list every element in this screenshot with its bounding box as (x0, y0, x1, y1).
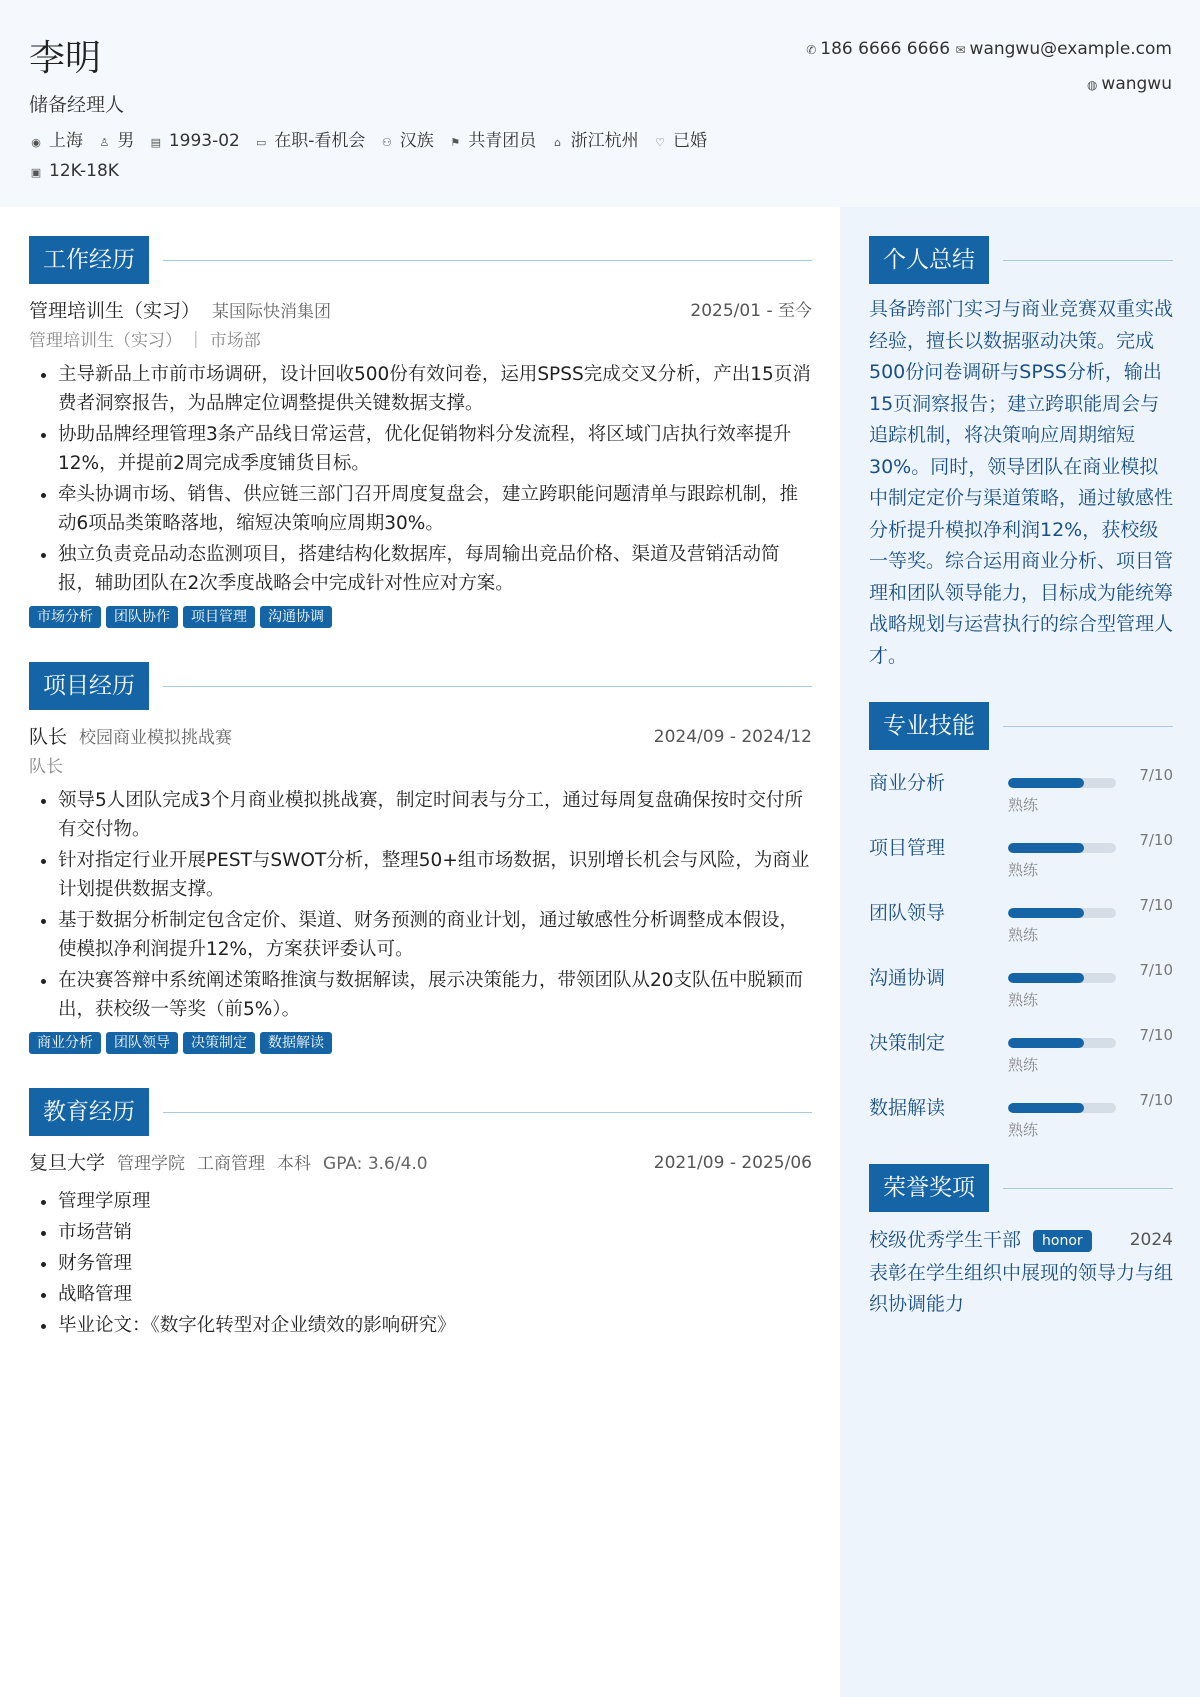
skill-bar-fill (1008, 908, 1084, 918)
major-name: 工商管理 (197, 1154, 266, 1174)
contact-info (806, 32, 1172, 102)
skill-name: 数据解读 (869, 1097, 946, 1119)
list-item: • 毕业论文：《数字化转型对企业绩效的影响研究》 (58, 1310, 812, 1341)
work-tags (29, 606, 812, 630)
skill-bar-fill (1008, 973, 1084, 983)
project-role: 队长 (29, 726, 68, 748)
briefcase-icon: ▭ (256, 136, 267, 149)
skill-name: 沟通协调 (869, 967, 946, 989)
skill-bar (1008, 908, 1116, 918)
education-entry (29, 1148, 812, 1341)
heart-icon: ♡ (655, 136, 665, 149)
skill-item (869, 1085, 1173, 1150)
project-subtitle: 队长 (29, 757, 63, 777)
skill-name: 团队领导 (869, 902, 946, 924)
list-item: • 协助品牌经理管理3条产品线日常运营，优化促销物料分发流程，将区域门店执行效率提升12%，并提前2周完成季度铺货目标。 (58, 420, 812, 478)
skill-tag: 决策制定 (183, 1032, 255, 1054)
skill-item (869, 890, 1173, 955)
skill-bar-fill (1008, 778, 1084, 788)
honor-badge: honor (1033, 1230, 1092, 1252)
project-entry-header (29, 722, 812, 752)
skills-list (869, 760, 1173, 1150)
skill-item (869, 825, 1173, 890)
skill-bar (1008, 843, 1116, 853)
info-hometown: ⌂ 浙江杭州 (551, 127, 639, 157)
skill-score: 7/10 (1139, 1026, 1173, 1044)
skill-tag: 项目管理 (183, 606, 255, 628)
section-divider (1003, 726, 1173, 727)
list-item: • 市场营销 (58, 1217, 812, 1248)
wechat-icon: ◍ (1086, 78, 1098, 92)
contact-line (806, 32, 1172, 67)
skill-tag: 市场分析 (29, 606, 101, 628)
section-title-summary: 个人总结 (869, 236, 989, 284)
list-item: • 主导新品上市前市场调研，设计回收500份有效问卷，运用SPSS完成交叉分析，产出15页消费者洞察报告，为品牌定位调整提供关键数据支撑。 (58, 360, 812, 418)
section-header-project (29, 662, 812, 710)
skill-score: 7/10 (1139, 961, 1173, 979)
skill-level: 熟练 (1008, 1121, 1039, 1139)
skill-tag: 数据解读 (260, 1032, 332, 1054)
location-icon: ◉ (31, 136, 41, 149)
education-dates: 2021/09 - 2025/06 (653, 1153, 812, 1173)
candidate-title: 储备经理人 (29, 94, 125, 116)
skill-name: 商业分析 (869, 772, 946, 794)
honor-name: 校级优秀学生干部 (869, 1229, 1022, 1251)
honor-description: 表彰在学生组织中展现的领导力与组织协调能力 (869, 1262, 1174, 1315)
skill-tag: 团队协作 (106, 606, 178, 628)
work-dates: 2025/01 - 至今 (690, 301, 812, 321)
work-subtitle: 管理培训生（实习） ｜ 市场部 (29, 331, 261, 351)
candidate-name: 李明 (29, 38, 102, 79)
info-political: ⚑ 共青团员 (448, 127, 536, 157)
skill-score: 7/10 (1139, 766, 1173, 784)
info-ethnicity: ⚇ 汉族 (380, 127, 434, 157)
skill-level: 熟练 (1008, 861, 1039, 879)
list-item: • 独立负责竞品动态监测项目，搭建结构化数据库，每周输出竞品价格、渠道及营销活动简报，辅助团队在2次季度战略会中完成针对性应对方案。 (58, 540, 812, 598)
resume-header (0, 0, 1200, 207)
info-salary: ▣ 12K-18K (29, 157, 119, 187)
section-title-education: 教育经历 (29, 1088, 149, 1136)
work-company: 某国际快消集团 (212, 302, 332, 322)
work-entry (29, 296, 812, 630)
course-list (29, 1186, 812, 1341)
school-name: 复旦大学 (29, 1152, 106, 1174)
skill-level: 熟练 (1008, 926, 1039, 944)
phone-icon: ✆ (806, 43, 817, 57)
education-entry-header (29, 1148, 812, 1178)
skill-item (869, 760, 1173, 825)
skill-bar-fill (1008, 843, 1084, 853)
honor-year: 2024 (1129, 1230, 1173, 1250)
degree: 本科 (277, 1154, 312, 1174)
money-icon: ▣ (30, 166, 42, 179)
gpa: GPA: 3.6/4.0 (323, 1154, 428, 1174)
list-item: • 财务管理 (58, 1248, 812, 1279)
skill-bar (1008, 973, 1116, 983)
list-item: • 管理学原理 (58, 1186, 812, 1217)
section-header-skills (869, 702, 1173, 750)
section-header-education (29, 1088, 812, 1136)
skill-item (869, 1020, 1173, 1085)
section-header-work (29, 236, 812, 284)
email-link[interactable]: wangwu@example.com (969, 39, 1172, 59)
section-title-project: 项目经历 (29, 662, 149, 710)
section-header-honors (869, 1164, 1173, 1212)
skill-level: 熟练 (1008, 1056, 1039, 1074)
work-entry-header (29, 296, 812, 326)
user-icon: ♙ (99, 136, 110, 149)
skill-score: 7/10 (1139, 831, 1173, 849)
skill-bar-fill (1008, 1038, 1084, 1048)
skill-level: 熟练 (1008, 991, 1039, 1009)
skill-tag: 商业分析 (29, 1032, 101, 1054)
skill-bar-fill (1008, 1103, 1084, 1113)
flag-icon: ⚑ (450, 136, 461, 149)
skill-name: 项目管理 (869, 837, 946, 859)
wechat-line (806, 67, 1172, 102)
section-divider (1003, 1188, 1173, 1189)
section-header-summary (869, 236, 1173, 284)
skill-tag: 沟通协调 (260, 606, 332, 628)
work-role: 管理培训生（实习） (29, 300, 201, 322)
summary-text: 具备跨部门实习与商业竞赛双重实战经验，擅长以数据驱动决策。完成500份问卷调研与SPSS分析，输出15页洞察报告；建立跨职能周会与追踪机制，将决策响应周期缩短30%。同时，领导团队在商业模拟中制定定价与渠道策略，通过敏感性分析提升模拟净利润12%，获校级一等奖。综合运用商业分析、项目管理和团队领导能力，目标成为能统筹战略规划与运营执行的综合型管理人才。 (869, 298, 1174, 667)
honor-header (869, 1224, 1173, 1256)
phone-number[interactable]: 186 6666 6666 (820, 39, 951, 59)
skill-bar (1008, 1103, 1116, 1113)
wechat-id: wangwu (1101, 74, 1172, 94)
section-divider (163, 1112, 812, 1113)
skill-tag: 团队领导 (106, 1032, 178, 1054)
skill-bar (1008, 1038, 1116, 1048)
list-item: • 在决赛答辩中系统阐述策略推演与数据解读，展示决策能力，带领团队从20支队伍中脱颖而出，获校级一等奖（前5%）。 (58, 966, 812, 1024)
project-bullets (29, 786, 812, 1024)
skill-score: 7/10 (1139, 896, 1173, 914)
info-gender: ♙ 男 (97, 127, 134, 157)
project-tags (29, 1032, 812, 1056)
info-status: ▭ 在职-看机会 (254, 127, 365, 157)
list-item: • 基于数据分析制定包含定价、渠道、财务预测的商业计划，通过敏感性分析调整成本假设，使模拟净利润提升12%，方案获评委认可。 (58, 906, 812, 964)
section-divider (163, 686, 812, 687)
section-title-honors: 荣誉奖项 (869, 1164, 989, 1212)
section-title-work: 工作经历 (29, 236, 149, 284)
info-birth: ▤ 1993-02 (149, 127, 240, 157)
honor-entry (869, 1224, 1173, 1320)
list-item: • 领导5人团队完成3个月商业模拟挑战赛，制定时间表与分工，通过每周复盘确保按时交付所有交付物。 (58, 786, 812, 844)
calendar-icon: ▤ (150, 136, 162, 149)
section-divider (163, 260, 812, 261)
work-bullets (29, 360, 812, 598)
info-location: ◉ 上海 (29, 127, 83, 157)
skill-score: 7/10 (1139, 1091, 1173, 1109)
home-icon: ⌂ (554, 136, 562, 149)
project-entry (29, 722, 812, 1056)
info-marital: ♡ 已婚 (653, 127, 707, 157)
project-name: 校园商业模拟挑战赛 (79, 728, 233, 748)
skill-item (869, 955, 1173, 1020)
skill-bar (1008, 778, 1116, 788)
project-dates: 2024/09 - 2024/12 (653, 727, 812, 747)
section-title-skills: 专业技能 (869, 702, 989, 750)
skill-name: 决策制定 (869, 1032, 946, 1054)
skill-level: 熟练 (1008, 796, 1039, 814)
list-item: • 针对指定行业开展PEST与SWOT分析，整理50+组市场数据，识别增长机会与风险，为商业计划提供数据支撑。 (58, 846, 812, 904)
personal-info (29, 127, 789, 187)
list-item: • 牵头协调市场、销售、供应链三部门召开周度复盘会，建立跨职能问题清单与跟踪机制，推动6项品类策略落地，缩短决策响应周期30%。 (58, 480, 812, 538)
college-name: 管理学院 (117, 1154, 186, 1174)
list-item: • 战略管理 (58, 1279, 812, 1310)
section-divider (1003, 260, 1173, 261)
people-icon: ⚇ (381, 136, 392, 149)
mail-icon: ✉ (955, 43, 966, 57)
